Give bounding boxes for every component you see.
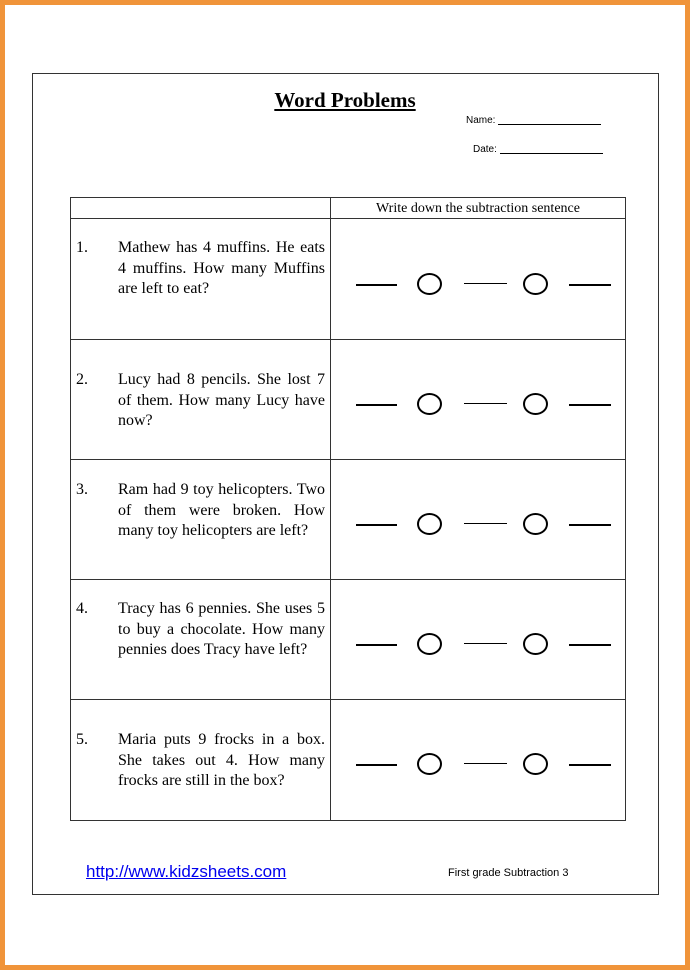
operator-circle[interactable]: [417, 393, 442, 415]
table-header: Write down the subtraction sentence: [376, 201, 580, 216]
answer-blank[interactable]: [464, 283, 507, 284]
name-field[interactable]: [466, 115, 601, 126]
problem-4: [76, 599, 325, 661]
problem-1: [76, 238, 325, 300]
row-divider: [71, 339, 625, 340]
problem-number: 3.: [76, 481, 88, 498]
problem-number: 4.: [76, 600, 88, 617]
operator-circle[interactable]: [523, 633, 548, 655]
date-label: Date:: [473, 144, 497, 155]
answer-blank[interactable]: [356, 284, 397, 286]
problem-number: 1.: [76, 239, 88, 256]
answer-blank[interactable]: [464, 763, 507, 764]
answer-blank[interactable]: [356, 404, 397, 406]
problem-text: Ram had 9 toy helicopters. Two of them were broken. How many toy helicopters are left?: [118, 481, 325, 539]
answer-blank[interactable]: [356, 764, 397, 766]
date-line[interactable]: [500, 153, 603, 154]
row-divider: [71, 459, 625, 460]
answer-blank[interactable]: [464, 403, 507, 404]
row-divider: [71, 579, 625, 580]
operator-circle[interactable]: [417, 513, 442, 535]
answer-blank[interactable]: [464, 523, 507, 524]
problem-number: 5.: [76, 731, 88, 748]
problem-3: [76, 480, 325, 542]
worksheet-caption: First grade Subtraction 3: [448, 867, 569, 879]
answer-blank[interactable]: [569, 524, 611, 526]
problem-text: Tracy has 6 pennies. She uses 5 to buy a chocolate. How many pennies does Tracy have left?: [118, 600, 325, 658]
operator-circle[interactable]: [523, 393, 548, 415]
answer-blank[interactable]: [569, 404, 611, 406]
problem-5: [76, 730, 325, 792]
operator-circle[interactable]: [523, 753, 548, 775]
problem-text: Maria puts 9 frocks in a box. She takes out 4. How many frocks are still in the box?: [118, 731, 325, 789]
problems-table: [70, 197, 626, 821]
operator-circle[interactable]: [523, 513, 548, 535]
answer-blank[interactable]: [569, 284, 611, 286]
website-link[interactable]: http://www.kidzsheets.com: [86, 862, 287, 881]
row-divider: [71, 699, 625, 700]
operator-circle[interactable]: [417, 633, 442, 655]
problem-text: Mathew has 4 muffins. He eats 4 muffins. How many Muffins are left to eat?: [118, 239, 325, 297]
answer-blank[interactable]: [356, 524, 397, 526]
problem-2: [76, 370, 325, 432]
name-line[interactable]: [498, 124, 601, 125]
problem-text: Lucy had 8 pencils. She lost 7 of them. How many Lucy have now?: [118, 371, 325, 429]
operator-circle[interactable]: [417, 273, 442, 295]
answer-blank[interactable]: [464, 643, 507, 644]
column-divider: [330, 198, 331, 820]
date-field[interactable]: [473, 144, 603, 155]
operator-circle[interactable]: [523, 273, 548, 295]
page-title: Word Problems: [274, 88, 416, 112]
answer-blank[interactable]: [569, 644, 611, 646]
row-divider: [71, 218, 625, 219]
answer-blank[interactable]: [569, 764, 611, 766]
answer-blank[interactable]: [356, 644, 397, 646]
operator-circle[interactable]: [417, 753, 442, 775]
problem-number: 2.: [76, 371, 88, 388]
name-label: Name:: [466, 115, 496, 126]
